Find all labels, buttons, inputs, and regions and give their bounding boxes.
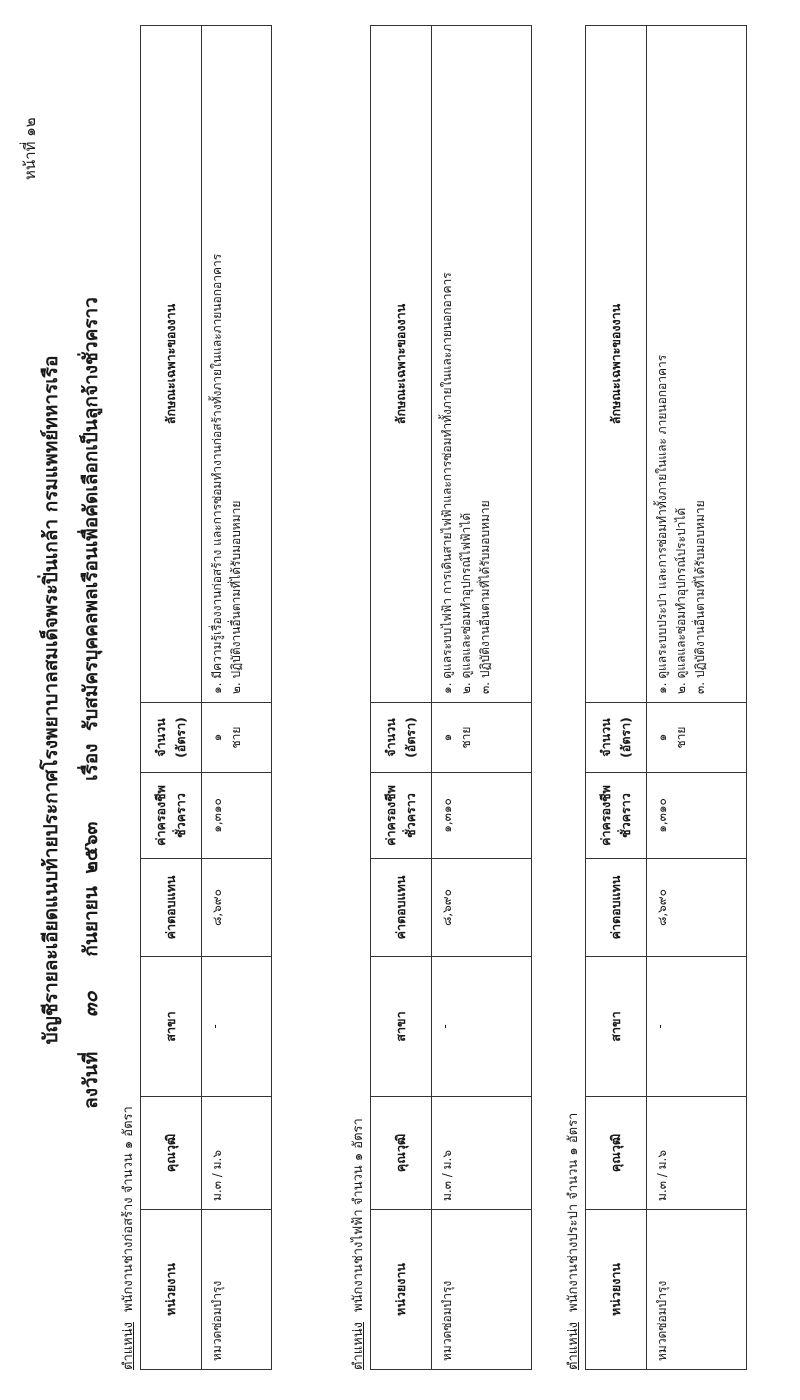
subject-text: รับสมัครบุคคลพลเรือนเพื่อคัดเลือกเป็นลูกจ้างชั่วคราว — [80, 297, 102, 731]
document-date-subject — [74, 0, 106, 1400]
header-qualification: คุณวุฒิ — [371, 1097, 432, 1210]
date-month: กันยายน — [80, 886, 102, 957]
table-row — [647, 26, 747, 1370]
duty-item: ๓. ปฏิบัติงานอื่นตามที่ได้รับมอบหมาย — [693, 500, 707, 694]
table-row — [202, 26, 272, 1370]
header-duties: ลักษณะเฉพาะของงาน — [586, 26, 647, 703]
gender-value: ชาย — [229, 726, 243, 749]
subject-label: เรื่อง — [80, 743, 102, 781]
header-unit: หน่วยงาน — [141, 1210, 202, 1370]
cell-field: - — [432, 957, 532, 1097]
cell-duties — [647, 26, 747, 703]
cell-unit: หมวดซ่อมบำรุง — [202, 1210, 272, 1370]
cell-salary: ๘,๖๙๐ — [432, 859, 532, 957]
page-number: หน้าที่ ๑๒ — [21, 117, 39, 180]
position-heading — [118, 25, 140, 1370]
count-value: ๑ — [210, 733, 224, 742]
header-unit: หน่วยงาน — [586, 1210, 647, 1370]
cell-salary: ๘,๖๙๐ — [647, 859, 747, 957]
cell-allowance: ๑,๓๑๐ — [202, 773, 272, 859]
header-field: สาขา — [141, 957, 202, 1097]
position-heading — [348, 25, 370, 1370]
header-salary: ค่าตอบแทน — [371, 859, 432, 957]
header-unit: หน่วยงาน — [371, 1210, 432, 1370]
cell-qualification: ม.๓ / ม.๖ — [202, 1097, 272, 1210]
gender-value: ชาย — [674, 726, 688, 749]
duty-item: ๒. ดูแลและซ่อมทำอุปกรณ์ประปาได้ — [674, 507, 688, 694]
table-header-row — [586, 26, 647, 1370]
document-title: บัญชีรายละเอียดแนบท้ายประกาศโรงพยาบาลสมเด็จพระปิ่นเกล้า กรมแพทย์ทหารเรือ — [40, 355, 62, 1045]
duty-item: ๓. ปฏิบัติงานอื่นตามที่ได้รับมอบหมาย — [478, 500, 492, 694]
cell-qualification: ม.๓ / ม.๖ — [432, 1097, 532, 1210]
cell-qualification: ม.๓ / ม.๖ — [647, 1097, 747, 1210]
position-heading — [563, 25, 585, 1370]
header-count: จำนวน (อัตรา) — [586, 703, 647, 773]
duty-item: ๒. ดูแลและซ่อมทำอุปกรณ์ไฟฟ้าได้ — [459, 512, 473, 694]
position-section-2 — [348, 25, 532, 1370]
date-prefix: ลงวันที่ — [80, 1051, 102, 1109]
header-count: จำนวน (อัตรา) — [371, 703, 432, 773]
duty-item: ๑. มีความรู้เรื่องงานก่อสร้าง และการซ่อมทำงานก่อสร้างทั้งภายในและภายนอกอาคาร — [210, 253, 224, 694]
position-table — [585, 25, 747, 1370]
table-header-row — [141, 26, 202, 1370]
cell-count — [432, 703, 532, 773]
position-title: พนักงานช่างประปา จำนวน ๑ อัตรา — [566, 1112, 581, 1312]
position-section-1 — [118, 25, 272, 1370]
header-qualification: คุณวุฒิ — [141, 1097, 202, 1210]
position-title: พนักงานช่างไฟฟ้า จำนวน ๑ อัตรา — [351, 1118, 366, 1312]
header-duties: ลักษณะเฉพาะของงาน — [141, 26, 202, 703]
header-qualification: คุณวุฒิ — [586, 1097, 647, 1210]
date-year: ๒๕๖๓ — [80, 821, 102, 874]
gender-value: ชาย — [459, 726, 473, 749]
table-row — [432, 26, 532, 1370]
cell-salary: ๘,๖๙๐ — [202, 859, 272, 957]
count-value: ๑ — [440, 733, 454, 742]
position-table — [140, 25, 272, 1370]
header-allowance: ค่าครองชีพชั่วคราว — [586, 773, 647, 859]
cell-count — [647, 703, 747, 773]
header-duties: ลักษณะเฉพาะของงาน — [371, 26, 432, 703]
count-value: ๑ — [655, 733, 669, 742]
duty-item: ๑. ดูแลระบบประปา และการซ่อมทำทั้งภายในและ ภายนอกอาคาร — [655, 354, 669, 694]
header-salary: ค่าตอบแทน — [141, 859, 202, 957]
position-section-3 — [563, 25, 747, 1370]
position-label: ตำแหน่ง — [566, 1322, 581, 1370]
header-salary: ค่าตอบแทน — [586, 859, 647, 957]
cell-allowance: ๑,๓๑๐ — [432, 773, 532, 859]
header-count: จำนวน (อัตรา) — [141, 703, 202, 773]
cell-field: - — [202, 957, 272, 1097]
position-label: ตำแหน่ง — [351, 1322, 366, 1370]
duty-item: ๑. ดูแลระบบไฟฟ้า การเดินสายไฟฟ้าและการซ่อมทำทั้งภายในและภายนอกอาคาร — [440, 272, 454, 694]
cell-unit: หมวดซ่อมบำรุง — [432, 1210, 532, 1370]
date-day: ๓๐ — [78, 991, 102, 1018]
cell-duties — [202, 26, 272, 703]
position-label: ตำแหน่ง — [121, 1322, 136, 1370]
cell-allowance: ๑,๓๑๐ — [647, 773, 747, 859]
duty-item: ๒. ปฏิบัติงานอื่นตามที่ได้รับมอบหมาย — [229, 500, 243, 694]
position-title: พนักงานช่างก่อสร้าง จำนวน ๑ อัตรา — [121, 1106, 136, 1312]
cell-unit: หมวดซ่อมบำรุง — [647, 1210, 747, 1370]
cell-duties — [432, 26, 532, 703]
header-field: สาขา — [586, 957, 647, 1097]
header-allowance: ค่าครองชีพชั่วคราว — [141, 773, 202, 859]
header-allowance: ค่าครองชีพชั่วคราว — [371, 773, 432, 859]
cell-count — [202, 703, 272, 773]
header-field: สาขา — [371, 957, 432, 1097]
cell-field: - — [647, 957, 747, 1097]
position-table — [370, 25, 532, 1370]
table-header-row — [371, 26, 432, 1370]
